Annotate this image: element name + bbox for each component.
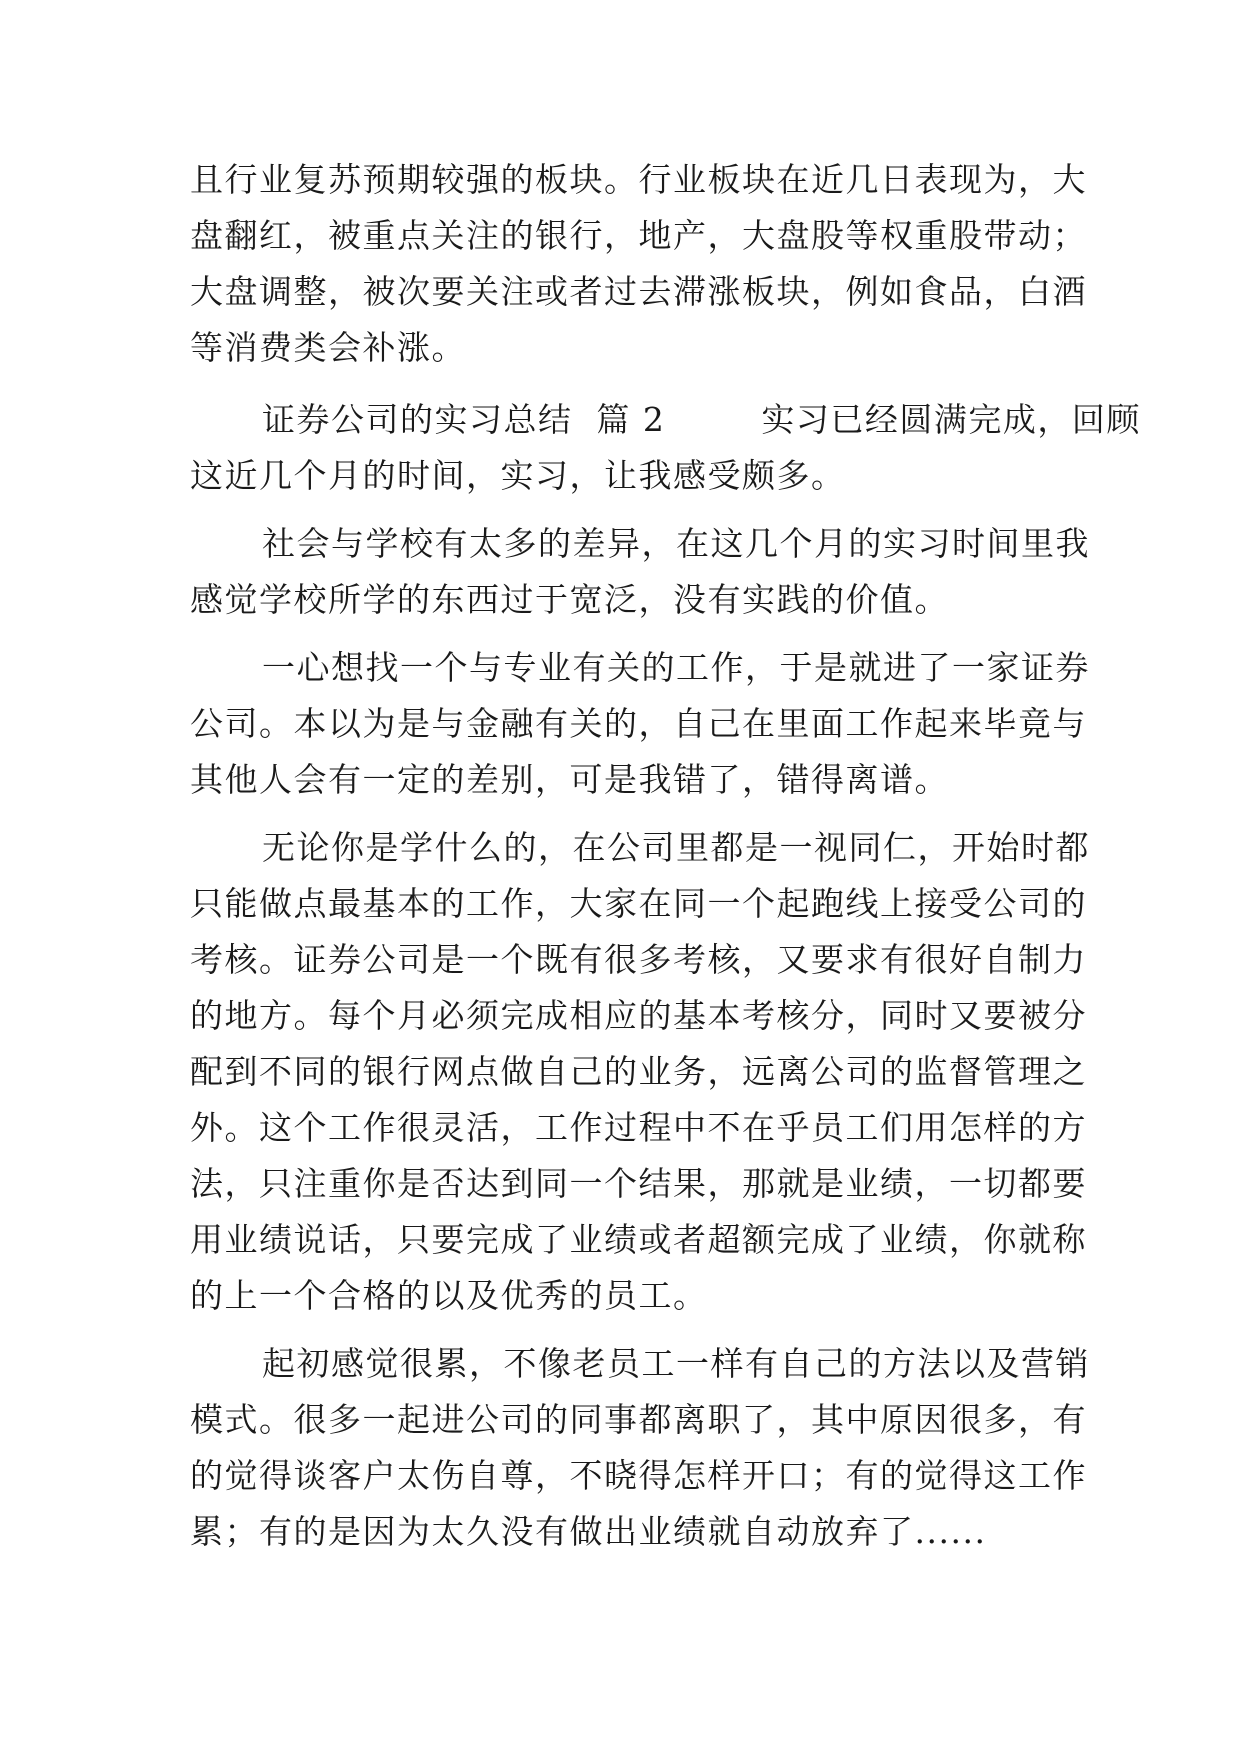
text-line: 只能做点最基本的工作，大家在同一个起跑线上接受公司的 — [190, 884, 1087, 923]
text-line: 公司。本以为是与金融有关的，自己在里面工作起来毕竟与 — [190, 704, 1087, 743]
text-line: 的上一个合格的以及优秀的员工。 — [190, 1276, 708, 1315]
text-line: 且行业复苏预期较强的板块。行业板块在近几日表现为，大 — [190, 160, 1087, 199]
text-line: 感觉学校所学的东西过于宽泛，没有实践的价值。 — [190, 580, 949, 619]
text-line: 无论你是学什么的，在公司里都是一视同仁，开始时都 — [190, 828, 1090, 867]
section-heading-line: 证券公司的实习总结 篇 2 实习已经圆满完成，回顾 — [190, 400, 1141, 439]
text-line: 法，只注重你是否达到同一个结果，那就是业绩，一切都要 — [190, 1164, 1087, 1203]
text-line: 配到不同的银行网点做自己的业务，远离公司的监督管理之 — [190, 1052, 1087, 1091]
text-line: 盘翻红，被重点关注的银行，地产，大盘股等权重股带动； — [190, 216, 1087, 255]
text-line: 起初感觉很累，不像老员工一样有自己的方法以及营销 — [190, 1344, 1090, 1383]
text-line: 的地方。每个月必须完成相应的基本考核分，同时又要被分 — [190, 996, 1087, 1035]
text-line: 累；有的是因为太久没有做出业绩就自动放弃了...... — [190, 1512, 987, 1551]
text-line: 用业绩说话，只要完成了业绩或者超额完成了业绩，你就称 — [190, 1220, 1087, 1259]
text-line: 的觉得谈客户太伤自尊，不晓得怎样开口；有的觉得这工作 — [190, 1456, 1087, 1495]
text-line: 大盘调整，被次要关注或者过去滞涨板块，例如食品，白酒 — [190, 272, 1087, 311]
text-line: 这近几个月的时间，实习，让我感受颇多。 — [190, 456, 846, 495]
text-line: 等消费类会补涨。 — [190, 328, 466, 367]
text-line: 一心想找一个与专业有关的工作，于是就进了一家证券 — [190, 648, 1090, 687]
text-line: 考核。证券公司是一个既有很多考核，又要求有很好自制力 — [190, 940, 1087, 979]
text-line: 社会与学校有太多的差异，在这几个月的实习时间里我 — [190, 524, 1090, 563]
text-line: 其他人会有一定的差别，可是我错了，错得离谱。 — [190, 760, 949, 799]
text-line: 模式。很多一起进公司的同事都离职了，其中原因很多，有 — [190, 1400, 1087, 1439]
text-line: 外。这个工作很灵活，工作过程中不在乎员工们用怎样的方 — [190, 1108, 1087, 1147]
